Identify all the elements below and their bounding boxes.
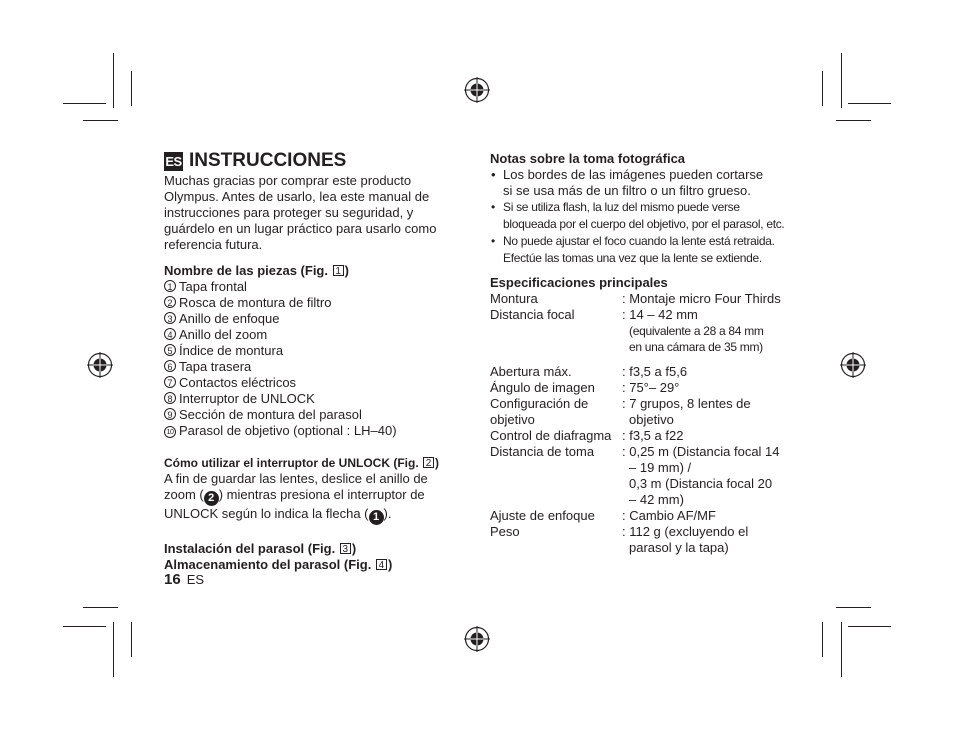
crop-mark [131,71,132,106]
unlock-section: Cómo utilizar el interruptor de UNLOCK (Fig. 2 ) A fin de guardar las lentes, deslice el anillo de zoom ( 2 ) mientras presiona el interruptor de UNLOCK según lo indica la flecha ( 1 ). [164,455,474,525]
table-row: Montura : Montaje micro Four Thirds [490,291,781,306]
table-row: Control de diafragma : f3,5 a f22 [490,428,684,443]
item-number: 5 [164,344,176,356]
item-number: 1 [164,280,176,292]
crop-mark [836,607,871,608]
registration-mark-icon [840,352,866,378]
list-item: 9 Sección de montura del parasol [164,407,474,423]
marker-1-icon: 1 [369,510,384,525]
left-column [164,173,474,573]
list-item: 7 Contactos eléctricos [164,375,474,391]
specs-table [490,291,800,556]
crop-mark [848,103,891,104]
page-title [164,150,346,172]
crop-mark [83,607,118,608]
list-item: 8 Interruptor de UNLOCK [164,391,474,407]
page-title-text: INSTRUCCIONES [189,150,347,171]
crop-mark [822,622,823,657]
marker-2-icon: 2 [204,491,219,506]
fig-number: 1 [333,265,344,276]
item-number: 9 [164,408,176,420]
item-number: 10 [164,426,176,438]
crop-mark [841,53,842,108]
crop-mark [113,53,114,108]
list-item: 10 Parasol de objetivo (optional : LH–40) [164,423,474,439]
item-number: 3 [164,312,176,324]
table-row: Ajuste de enfoque : Cambio AF/MF [490,508,716,523]
hood-section: Instalación del parasol (Fig. 3 ) Almacenamiento del parasol (Fig. 4 ) [164,541,393,572]
fig-number: 4 [376,559,387,570]
item-number: 6 [164,360,176,372]
page-number: 16 [164,571,181,588]
table-row: Abertura máx. : f3,5 a f5,6 [490,364,688,379]
registration-mark-icon [464,77,490,103]
crop-mark [83,120,118,121]
registration-mark-icon [87,352,113,378]
specs-heading: Especificaciones principales [490,275,668,290]
list-item: 3 Anillo de enfoque [164,311,474,327]
list-item: 2 Rosca de montura de filtro [164,295,474,311]
list-item: 6 Tapa trasera [164,359,474,375]
crop-mark [131,622,132,657]
unlock-heading: Cómo utilizar el interruptor de UNLOCK (Fig. 2 ) [164,456,440,470]
list-item: 5 Índice de montura [164,343,474,359]
crop-mark [848,626,891,627]
parts-section [164,263,474,439]
notes-heading: Notas sobre la toma fotográfica [490,151,686,166]
list-item: • No puede ajustar el foco cuando la lente está retraida. Efectúe las tomas una vez que la lente se extiende. [490,233,800,267]
item-number: 8 [164,392,176,404]
table-row: Peso : 112 g (excluyendo el parasol y la tapa) [490,524,749,555]
page-footer [164,571,204,588]
crop-mark [836,120,871,121]
intro-paragraph: Muchas gracias por comprar este producto Olympus. Antes de usarlo, lea este manual de instrucciones para proteger su seguridad, y guárdelo en un lugar práctico para usarlo como referencia futura. [164,173,437,252]
list-item: • Los bordes de las imágenes pueden cortarse si se usa más de un filtro o un filtro grueso. [490,167,800,199]
fig-number: 3 [340,543,351,554]
list-item: 1 Tapa frontal [164,279,474,295]
crop-mark [822,71,823,106]
crop-mark [63,103,106,104]
table-row: Distancia de toma : 0,25 m (Distancia focal 14 – 19 mm) / 0,3 m (Distancia focal 20 – 42 mm) [490,444,780,507]
crop-mark [113,622,114,677]
footer-lang: ES [186,572,205,587]
list-item: 4 Anillo del zoom [164,327,474,343]
item-number: 2 [164,296,176,308]
item-number: 7 [164,376,176,388]
fig-number: 2 [423,457,434,468]
item-number: 4 [164,328,176,340]
parts-heading: Nombre de las piezas (Fig. 1 ) [164,263,349,278]
table-row: Distancia focal : 14 – 42 mm (equivalente a 28 a 84 mm en una cámara de 35 mm) [490,307,764,354]
crop-mark [63,626,106,627]
table-row: Configuración de objetivo : 7 grupos, 8 lentes de objetivo [490,396,751,427]
crop-mark [841,622,842,677]
language-badge: ES [165,153,182,169]
table-row: Ángulo de imagen : 75°– 29° [490,380,680,395]
right-column [490,151,800,556]
registration-mark-icon [464,626,490,652]
list-item: • Si se utiliza flash, la luz del mismo puede verse bloqueada por el cuerpo del objetivo, por el parasol, etc. [490,199,800,233]
